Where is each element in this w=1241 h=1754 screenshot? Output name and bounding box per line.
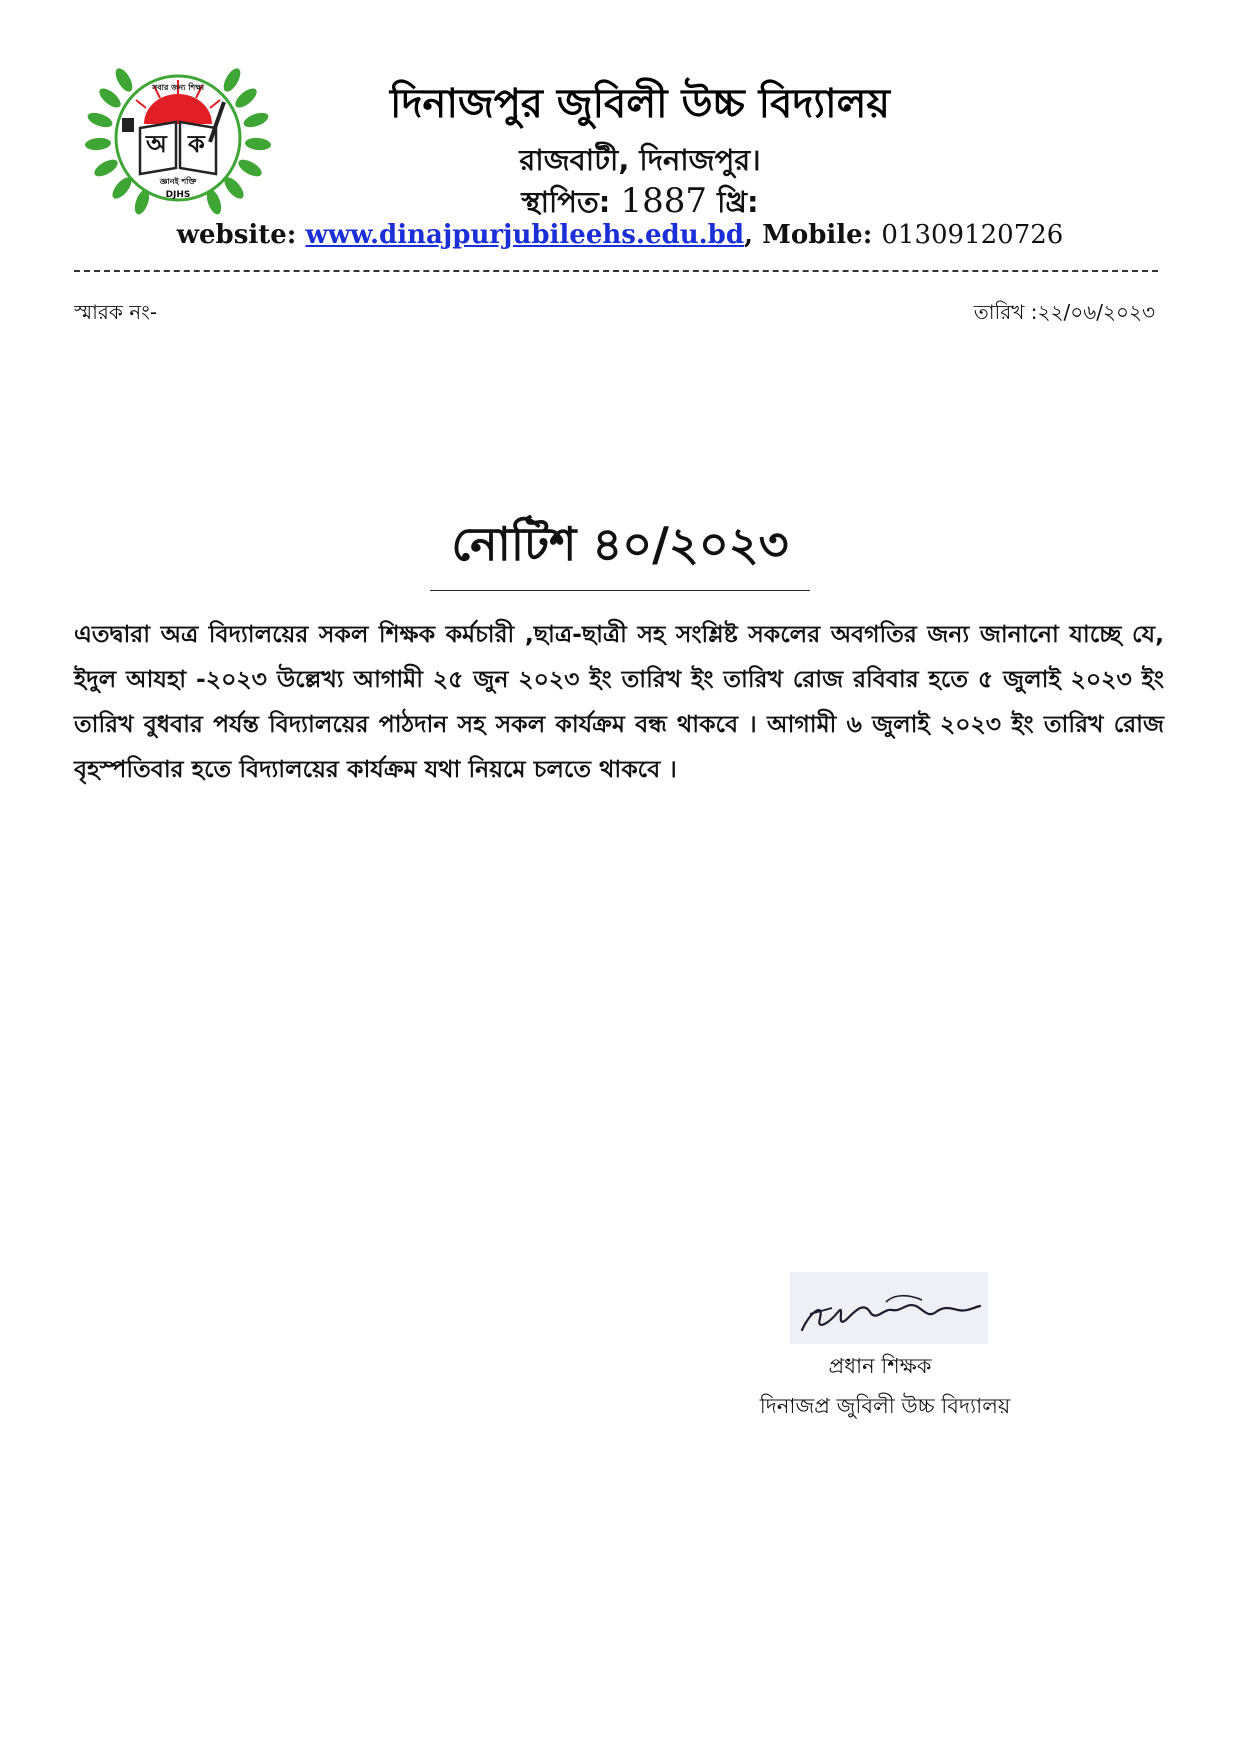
mobile-label: , Mobile: [744, 220, 873, 250]
signatory-title: প্রধান শিক্ষক [828, 1354, 932, 1378]
school-logo [84, 50, 272, 218]
logo-letter-right: ক [188, 130, 205, 158]
notice-body: এতদ্বারা অত্র বিদ্যালয়ের সকল শিক্ষক কর্মচারী ,ছাত্র-ছাত্রী সহ সংশ্লিষ্ট সকলের অবগতির জন্য জানানো যাচ্ছে যে, ইদুল আযহা -২০২৩ উল্লেখ্য আগামী ২৫ জুন ২০২৩ ইং তারিখ ইং তারিখ রোজ রবিবার হতে ৫ জুলাই ২০২৩ ইং তারিখ বুধবার পর্যন্ত বিদ্যালয়ের পাঠদান সহ সকল কার্যক্রম বন্ধ থাকবে । আগামী ৬ জুলাই ২০২৩ ইং তারিখ রোজ বৃহস্পতিবার হতে বিদ্যালয়ের কার্যক্রম যথা নিয়মে চলতে থাকবে । [74, 620, 1164, 783]
website-link[interactable]: www.dinajpurjubileehs.edu.bd [305, 220, 745, 250]
logo-letter-left: অ [146, 130, 167, 158]
established-year: 1887 [620, 181, 707, 221]
signature-icon [790, 1272, 988, 1344]
website-label: website: [176, 220, 297, 250]
signature-image [790, 1272, 988, 1344]
memo-number: স্মারক নং- [74, 300, 158, 324]
notice-title: নোটিশ ৪০/২০২৩ [430, 510, 810, 591]
school-name: দিনাজপুর জুবিলী উচ্চ বিদ্যালয় [390, 81, 890, 127]
notice-date: তারিখ :২২/০৬/২০২৩ [973, 300, 1155, 324]
mobile-number: 01309120726 [881, 220, 1064, 250]
logo-top-text: সবার জন্য শিক্ষা [151, 83, 205, 92]
school-address: রাজবাটী, দিনাজপুর। [519, 143, 761, 177]
established-suffix: খ্রি: [717, 185, 759, 219]
established-label: স্থাপিত: [521, 185, 611, 219]
logo-bottom-text: জ্ঞানই শক্তি [159, 177, 197, 186]
signatory-school: দিনাজপ্র জুবিলী উচ্চ বিদ্যালয় [759, 1394, 1011, 1418]
logo-abbr: DJHS [165, 190, 191, 200]
header-divider [74, 270, 1158, 272]
contact-line [120, 220, 1120, 250]
